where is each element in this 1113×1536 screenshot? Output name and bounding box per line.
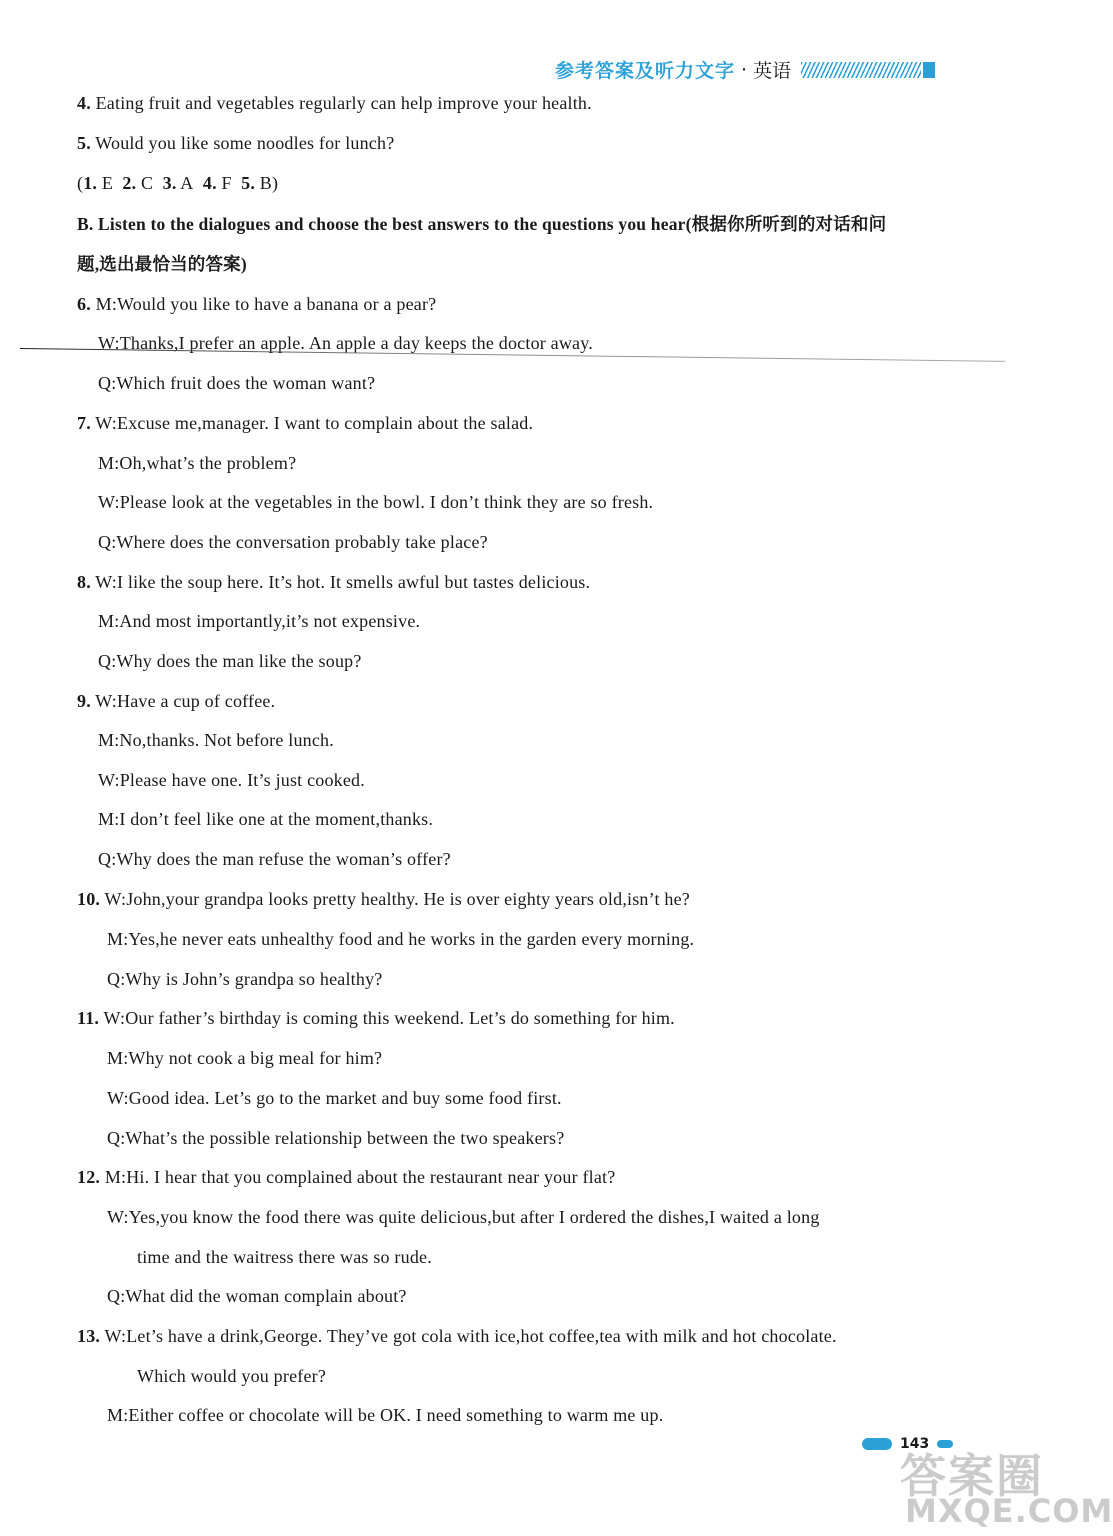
item-number: 13. (77, 1326, 101, 1346)
dialogue-13-line-1-cont: Which would you prefer? (137, 1366, 327, 1386)
answer-letter: F (221, 173, 232, 193)
dialogue-11-line-3: W:Good idea. Let’s go to the market and buy some food first. (107, 1088, 562, 1108)
item-number: 10. (77, 889, 101, 909)
answer-number: 2. (122, 173, 137, 193)
dialogue-12-line-2: W:Yes,you know the food there was quite delicious,but after I ordered the dishes,I waited a long (107, 1207, 820, 1227)
dialogue-8-line-1 (77, 570, 590, 594)
answer-key (77, 171, 278, 195)
answer-number: 4. (202, 173, 217, 193)
answer-number: 5. (241, 173, 256, 193)
dialogue-6-question: Q:Which fruit does the woman want? (98, 373, 376, 393)
dialogue-13-line-2: M:Either coffee or chocolate will be OK. I need something to warm me up. (107, 1405, 664, 1425)
dialogue-text: M:Hi. I hear that you complained about the restaurant near your flat? (104, 1167, 616, 1187)
dialogue-7-line-3: W:Please look at the vegetables in the bowl. I don’t think they are so fresh. (98, 492, 654, 512)
dialogue-7-line-1 (77, 411, 533, 435)
dialogue-9-line-4: M:I don’t feel like one at the moment,thanks. (98, 809, 434, 829)
dialogue-text: M:Would you like to have a banana or a pear? (95, 294, 437, 314)
item-number: 12. (77, 1167, 101, 1187)
answer-letter: C (141, 173, 154, 193)
dialogue-text: W:I like the soup here. It’s hot. It smells awful but tastes delicious. (95, 572, 591, 592)
item-number: 7. (77, 413, 91, 433)
dialogue-7-line-2: M:Oh,what’s the problem? (98, 453, 297, 473)
item-number: 8. (77, 572, 91, 592)
page-number: 143 (900, 1436, 930, 1452)
dialogue-12-line-2-cont: time and the waitress there was so rude. (137, 1247, 432, 1267)
dialogue-11-line-1 (77, 1006, 675, 1030)
section-b-instruction: B. Listen to the dialogues and choose the best answers to the questions you hear(根据你所听到的对话和问 (77, 214, 887, 234)
answer-letter: E (101, 173, 114, 193)
dialogue-12-question: Q:What did the woman complain about? (107, 1286, 407, 1306)
item-text: Would you like some noodles for lunch? (95, 133, 395, 153)
dialogue-9-line-1 (77, 689, 275, 713)
item-number: 9. (77, 691, 91, 711)
dialogue-6-line-2: W:Thanks,I prefer an apple. An apple a day keeps the doctor away. (98, 333, 593, 353)
answer-letter: B (259, 173, 272, 193)
watermark-url: MXQE.COM (905, 1492, 1113, 1530)
item-number: 5. (77, 133, 91, 153)
watermark-logo: 答案圈 (900, 1449, 1044, 1503)
dialogue-9-line-3: W:Please have one. It’s just cooked. (98, 770, 365, 790)
listening-item-5 (77, 131, 394, 155)
dialogue-13-line-1 (77, 1324, 837, 1348)
dialogue-7-question: Q:Where does the conversation probably take place? (98, 532, 488, 552)
answer-number: 3. (162, 173, 177, 193)
page-header (555, 56, 935, 83)
dialogue-8-question: Q:Why does the man like the soup? (98, 651, 362, 671)
dialogue-6-line-1 (77, 292, 436, 316)
dialogue-text: W:John,your grandpa looks pretty healthy. He is over eighty years old,isn’t he? (104, 889, 690, 909)
answer-close-paren: ) (271, 173, 279, 193)
section-b-instruction-cont: 题,选出最恰当的答案) (77, 254, 247, 274)
listening-item-4 (77, 91, 592, 115)
header-block-decoration (923, 62, 935, 78)
dialogue-12-line-1 (77, 1165, 615, 1189)
header-title: 参考答案及听力文字 (555, 60, 736, 82)
item-text: Eating fruit and vegetables regularly can help improve your health. (95, 93, 592, 113)
dialogue-9-question: Q:Why does the man refuse the woman’s offer? (98, 849, 451, 869)
dialogue-text: W:Our father’s birthday is coming this weekend. Let’s do something for him. (103, 1008, 675, 1028)
answer-letter: A (180, 173, 194, 193)
dialogue-9-line-2: M:No,thanks. Not before lunch. (98, 730, 334, 750)
item-number: 6. (77, 294, 91, 314)
dialogue-10-question: Q:Why is John’s grandpa so healthy? (107, 969, 383, 989)
dialogue-10-line-1 (77, 887, 690, 911)
dialogue-11-question: Q:What’s the possible relationship between the two speakers? (107, 1128, 565, 1148)
header-hatch-decoration (801, 62, 921, 78)
answer-number: 1. (83, 173, 98, 193)
dialogue-text: W:Excuse me,manager. I want to complain about the salad. (95, 413, 534, 433)
item-number: 4. (77, 93, 91, 113)
dialogue-text: W:Have a cup of coffee. (95, 691, 276, 711)
dialogue-8-line-2: M:And most importantly,it’s not expensive. (98, 611, 421, 631)
page-number-decoration (862, 1438, 892, 1450)
header-separator: · (741, 58, 748, 81)
dialogue-11-line-2: M:Why not cook a big meal for him? (107, 1048, 383, 1068)
answer-open-paren: ( (77, 173, 84, 193)
header-subject: 英语 (753, 60, 792, 82)
item-number: 11. (77, 1008, 100, 1028)
dialogue-10-line-2: M:Yes,he never eats unhealthy food and he works in the garden every morning. (107, 929, 695, 949)
dialogue-text: W:Let’s have a drink,George. They’ve got cola with ice,hot coffee,tea with milk and hot chocolate. (104, 1326, 837, 1346)
